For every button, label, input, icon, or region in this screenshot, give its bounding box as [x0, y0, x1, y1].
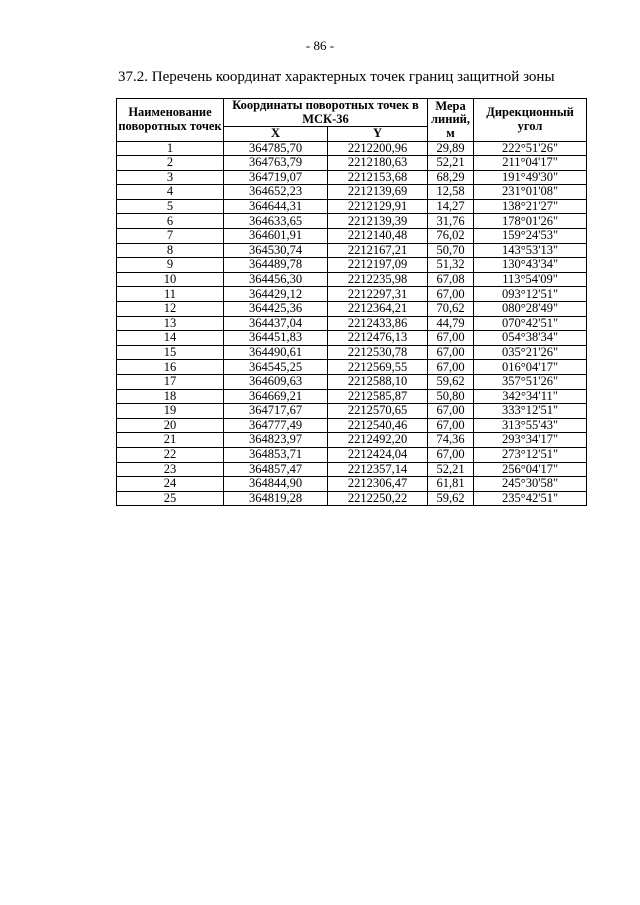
- direction-angle-cell: 293°34'17": [474, 433, 587, 448]
- table-row: [117, 331, 587, 346]
- direction-angle-cell: 113°54'09": [474, 272, 587, 287]
- point-number-cell: 19: [117, 404, 224, 419]
- point-number-cell: 3: [117, 170, 224, 185]
- header-y: Y: [328, 127, 428, 142]
- x-coordinate-cell: 364609,63: [224, 375, 328, 390]
- line-length-cell: 74,36: [428, 433, 474, 448]
- header-direction-angle: Дирекционный угол: [474, 99, 587, 142]
- x-coordinate-cell: 364777,49: [224, 418, 328, 433]
- point-number-cell: 21: [117, 433, 224, 448]
- table-row: [117, 156, 587, 171]
- line-length-cell: 14,27: [428, 199, 474, 214]
- x-coordinate-cell: 364857,47: [224, 462, 328, 477]
- x-coordinate-cell: 364819,28: [224, 491, 328, 506]
- y-coordinate-cell: 2212139,69: [328, 185, 428, 200]
- table-row: [117, 199, 587, 214]
- table-row: [117, 360, 587, 375]
- point-number-cell: 9: [117, 258, 224, 273]
- direction-angle-cell: 143°53'13": [474, 243, 587, 258]
- x-coordinate-cell: 364717,67: [224, 404, 328, 419]
- table-body: [117, 141, 587, 506]
- line-length-cell: 12,58: [428, 185, 474, 200]
- point-number-cell: 11: [117, 287, 224, 302]
- point-number-cell: 23: [117, 462, 224, 477]
- y-coordinate-cell: 2212250,22: [328, 491, 428, 506]
- table-row: [117, 375, 587, 390]
- x-coordinate-cell: 364451,83: [224, 331, 328, 346]
- table-row: [117, 491, 587, 506]
- y-coordinate-cell: 2212585,87: [328, 389, 428, 404]
- line-length-cell: 67,00: [428, 331, 474, 346]
- table-row: [117, 404, 587, 419]
- table-row: [117, 229, 587, 244]
- x-coordinate-cell: 364429,12: [224, 287, 328, 302]
- line-length-cell: 76,02: [428, 229, 474, 244]
- y-coordinate-cell: 2212297,31: [328, 287, 428, 302]
- direction-angle-cell: 138°21'27": [474, 199, 587, 214]
- x-coordinate-cell: 364844,90: [224, 477, 328, 492]
- table-row: [117, 418, 587, 433]
- y-coordinate-cell: 2212433,86: [328, 316, 428, 331]
- direction-angle-cell: 159°24'53": [474, 229, 587, 244]
- table-row: [117, 272, 587, 287]
- y-coordinate-cell: 2212235,98: [328, 272, 428, 287]
- y-coordinate-cell: 2212357,14: [328, 462, 428, 477]
- y-coordinate-cell: 2212424,04: [328, 447, 428, 462]
- table-row: [117, 477, 587, 492]
- line-length-cell: 59,62: [428, 375, 474, 390]
- y-coordinate-cell: 2212139,39: [328, 214, 428, 229]
- x-coordinate-cell: 364669,21: [224, 389, 328, 404]
- y-coordinate-cell: 2212129,91: [328, 199, 428, 214]
- point-number-cell: 4: [117, 185, 224, 200]
- direction-angle-cell: 178°01'26": [474, 214, 587, 229]
- direction-angle-cell: 016°04'17": [474, 360, 587, 375]
- line-length-cell: 68,29: [428, 170, 474, 185]
- table-header: [117, 99, 587, 142]
- y-coordinate-cell: 2212540,46: [328, 418, 428, 433]
- table-row: [117, 243, 587, 258]
- coordinates-table: [116, 98, 587, 506]
- table-row: [117, 258, 587, 273]
- direction-angle-cell: 080°28'49": [474, 302, 587, 317]
- point-number-cell: 2: [117, 156, 224, 171]
- line-length-cell: 31,76: [428, 214, 474, 229]
- direction-angle-cell: 231°01'08": [474, 185, 587, 200]
- x-coordinate-cell: 364456,30: [224, 272, 328, 287]
- line-length-cell: 50,80: [428, 389, 474, 404]
- line-length-cell: 67,00: [428, 360, 474, 375]
- table-row: [117, 185, 587, 200]
- line-length-cell: 67,00: [428, 447, 474, 462]
- point-number-cell: 12: [117, 302, 224, 317]
- table-row: [117, 170, 587, 185]
- table-row: [117, 316, 587, 331]
- direction-angle-cell: 070°42'51": [474, 316, 587, 331]
- direction-angle-cell: 273°12'51": [474, 447, 587, 462]
- x-coordinate-cell: 364530,74: [224, 243, 328, 258]
- line-length-cell: 52,21: [428, 156, 474, 171]
- y-coordinate-cell: 2212530,78: [328, 345, 428, 360]
- table-row: [117, 462, 587, 477]
- direction-angle-cell: 093°12'51": [474, 287, 587, 302]
- x-coordinate-cell: 364490,61: [224, 345, 328, 360]
- header-x: X: [224, 127, 328, 142]
- table-row: [117, 433, 587, 448]
- x-coordinate-cell: 364785,70: [224, 141, 328, 156]
- x-coordinate-cell: 364489,78: [224, 258, 328, 273]
- x-coordinate-cell: 364545,25: [224, 360, 328, 375]
- header-point-name: Наименование поворотных точек: [117, 99, 224, 142]
- line-length-cell: 70,62: [428, 302, 474, 317]
- y-coordinate-cell: 2212197,09: [328, 258, 428, 273]
- x-coordinate-cell: 364652,23: [224, 185, 328, 200]
- x-coordinate-cell: 364601,91: [224, 229, 328, 244]
- direction-angle-cell: 235°42'51": [474, 491, 587, 506]
- direction-angle-cell: 054°38'34": [474, 331, 587, 346]
- direction-angle-cell: 342°34'11": [474, 389, 587, 404]
- line-length-cell: 67,00: [428, 418, 474, 433]
- section-title: 37.2. Перечень координат характерных точек границ защитной зоны: [118, 69, 555, 85]
- y-coordinate-cell: 2212167,21: [328, 243, 428, 258]
- point-number-cell: 24: [117, 477, 224, 492]
- line-length-cell: 51,32: [428, 258, 474, 273]
- point-number-cell: 10: [117, 272, 224, 287]
- point-number-cell: 20: [117, 418, 224, 433]
- direction-angle-cell: 130°43'34": [474, 258, 587, 273]
- header-coordinates: Координаты поворотных точек в МСК-36: [224, 99, 428, 127]
- direction-angle-cell: 222°51'26": [474, 141, 587, 156]
- line-length-cell: 50,70: [428, 243, 474, 258]
- x-coordinate-cell: 364823,97: [224, 433, 328, 448]
- point-number-cell: 14: [117, 331, 224, 346]
- direction-angle-cell: 211°04'17": [474, 156, 587, 171]
- direction-angle-cell: 256°04'17": [474, 462, 587, 477]
- x-coordinate-cell: 364425,36: [224, 302, 328, 317]
- point-number-cell: 8: [117, 243, 224, 258]
- y-coordinate-cell: 2212140,48: [328, 229, 428, 244]
- table-row: [117, 389, 587, 404]
- x-coordinate-cell: 364644,31: [224, 199, 328, 214]
- line-length-cell: 67,08: [428, 272, 474, 287]
- x-coordinate-cell: 364633,65: [224, 214, 328, 229]
- table-row: [117, 302, 587, 317]
- point-number-cell: 16: [117, 360, 224, 375]
- line-length-cell: 44,79: [428, 316, 474, 331]
- table-row: [117, 287, 587, 302]
- point-number-cell: 5: [117, 199, 224, 214]
- line-length-cell: 61,81: [428, 477, 474, 492]
- x-coordinate-cell: 364763,79: [224, 156, 328, 171]
- direction-angle-cell: 357°51'26": [474, 375, 587, 390]
- direction-angle-cell: 191°49'30": [474, 170, 587, 185]
- y-coordinate-cell: 2212364,21: [328, 302, 428, 317]
- y-coordinate-cell: 2212180,63: [328, 156, 428, 171]
- page-number: - 86 -: [305, 38, 335, 53]
- y-coordinate-cell: 2212492,20: [328, 433, 428, 448]
- point-number-cell: 7: [117, 229, 224, 244]
- point-number-cell: 6: [117, 214, 224, 229]
- table-row: [117, 141, 587, 156]
- x-coordinate-cell: 364437,04: [224, 316, 328, 331]
- direction-angle-cell: 313°55'43": [474, 418, 587, 433]
- table-row: [117, 214, 587, 229]
- header-line-length: Мера линий, м: [428, 99, 474, 142]
- x-coordinate-cell: 364719,07: [224, 170, 328, 185]
- line-length-cell: 67,00: [428, 287, 474, 302]
- point-number-cell: 17: [117, 375, 224, 390]
- table-row: [117, 345, 587, 360]
- y-coordinate-cell: 2212588,10: [328, 375, 428, 390]
- point-number-cell: 18: [117, 389, 224, 404]
- y-coordinate-cell: 2212306,47: [328, 477, 428, 492]
- point-number-cell: 13: [117, 316, 224, 331]
- line-length-cell: 29,89: [428, 141, 474, 156]
- y-coordinate-cell: 2212569,55: [328, 360, 428, 375]
- direction-angle-cell: 035°21'26": [474, 345, 587, 360]
- point-number-cell: 22: [117, 447, 224, 462]
- direction-angle-cell: 333°12'51": [474, 404, 587, 419]
- line-length-cell: 67,00: [428, 404, 474, 419]
- x-coordinate-cell: 364853,71: [224, 447, 328, 462]
- y-coordinate-cell: 2212476,13: [328, 331, 428, 346]
- line-length-cell: 52,21: [428, 462, 474, 477]
- table-row: [117, 447, 587, 462]
- y-coordinate-cell: 2212200,96: [328, 141, 428, 156]
- point-number-cell: 25: [117, 491, 224, 506]
- point-number-cell: 1: [117, 141, 224, 156]
- y-coordinate-cell: 2212570,65: [328, 404, 428, 419]
- direction-angle-cell: 245°30'58": [474, 477, 587, 492]
- line-length-cell: 59,62: [428, 491, 474, 506]
- point-number-cell: 15: [117, 345, 224, 360]
- line-length-cell: 67,00: [428, 345, 474, 360]
- y-coordinate-cell: 2212153,68: [328, 170, 428, 185]
